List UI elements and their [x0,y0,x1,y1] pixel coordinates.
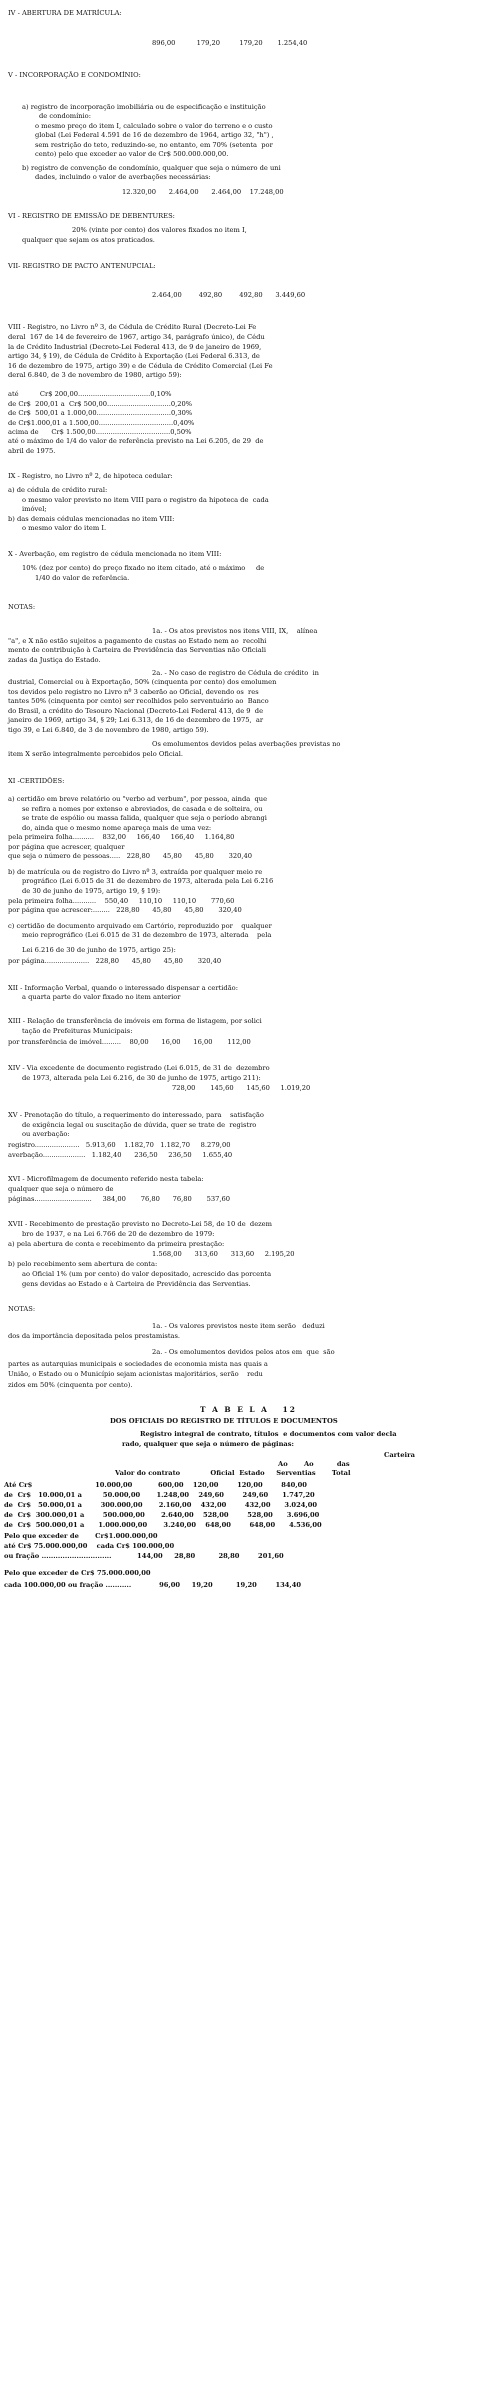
table-subtitle: DOS OFICIAIS DO REGISTRO DE TÍTULOS E DOCUMENTOS [110,1417,338,1425]
value-row: 728,00 145,60 145,60 1.019,20 [172,1084,311,1092]
fee-row: por página que acrescer:........ 228,80 45,80 45,80 320,40 [8,906,242,914]
table-row: Pelo que exceder de Cr$ 75.000.000,00 [4,1569,151,1577]
column-header: Carteira [384,1451,415,1459]
fee-row: pela primeira folha........... 550,40 110,10 110,10 770,60 [8,897,235,905]
text-line: b) de matrícula ou de registro do Livro nº 3, extraída por qualquer meio re [8,868,263,876]
heading-debentures: VI - REGISTRO DE EMISSÃO DE DEBENTURES: [8,212,175,220]
heading-informacao-verbal: XII - Informação Verbal, quando o interessado dispensar a certidão: [8,984,238,992]
text-line: a) certidão em breve relatório ou "verbo ad verbum", por pessoa, ainda que [8,795,268,803]
table-title: T A B E L A 12 [200,1405,297,1414]
text-line: c) certidão de documento arquivado em Cartório, reproduzido por qualquer [8,922,272,930]
heading-recebimento-prestacao: XVII - Recebimento de prestação previsto no Decreto-Lei 58, de 10 de dezem [8,1220,272,1228]
text-line: ou averbação: [22,1130,70,1138]
text-line: Lei 6.216 de 30 de junho de 1975, artigo 25): [22,946,176,954]
text-line: 1/40 do valor de referência. [35,574,130,582]
fee-row: registro..................... 5.913,60 1.182,70 1.182,70 8.279,00 [8,1141,231,1149]
text-line: se trate de espólio ou massa falida, qualquer que seja o período abrangi [22,814,267,822]
text-line: VIII - Registro, no Livro nº 3, de Cédula de Crédito Rural (Decreto-Lei Fe [8,323,257,331]
text-line: do, ainda que o mesmo nome apareça mais de uma vez: [22,824,212,832]
text-line: do Brasil, a crédito do Tesouro Nacional (Decreto-Lei Federal 413, de 9 de [8,707,264,715]
text-line: qualquer que seja o número de [8,1185,114,1193]
heading-microfilmagem: XVI - Microfilmagem de documento referido nesta tabela: [8,1175,204,1183]
column-header: Valor do contrato Oficial Estado Serventias Total [115,1469,351,1477]
text-line: dustrial, Comercial ou à Exportação, 50% (cinquenta por cento) dos emolumen [8,678,277,686]
table-row: Até Cr$ 10.000,00 600,00 120,00 120,00 840,00 [4,1481,307,1489]
fee-row: que seja o número de pessoas..... 228,80 45,80 45,80 320,40 [8,852,253,860]
text-line: imóvel; [22,505,47,513]
text-line: partes as autarquias municipais e sociedades de economia mista nas quais a [8,1360,268,1368]
text-line: o mesmo preço do item I, calculado sobre o valor do terreno e o custo [35,122,273,130]
text-line: Os emolumentos devidos pelas averbações previstas no [152,740,341,748]
heading-notas: NOTAS: [8,1305,36,1313]
heading-hipoteca-cedular: IX - Registro, no Livro nº 2, de hipoteca cedular: [8,472,173,480]
table-row: Pelo que exceder de Cr$1.000.000,00 [4,1532,158,1540]
text-line: global (Lei Federal 4.591 de 16 de dezembro de 1964, artigo 32, "h") , [35,131,274,139]
text-line: de 30 de junho de 1975, artigo 19, § 19): [22,887,161,895]
text-line: deral 6.840, de 3 de novembro de 1980, artigo 59): [8,371,182,379]
text-line: dades, incluindo o valor de averbações necessárias: [35,173,211,181]
text-line: bro de 1937, e na Lei 6.766 de 20 de dezembro de 1979: [22,1230,215,1238]
heading-certidoes: XI -CERTIDÕES: [8,777,65,785]
table-row: de Cr$ 300.000,01 a 500.000,00 2.640,00 528,00 528,00 3.696,00 [4,1511,320,1519]
text-line: cento) pelo que exceder ao valor de Cr$ 500.000.000,00. [35,150,229,158]
heading-incorporacao: V - INCORPORAÇÃO E CONDOMÍNIO: [8,71,141,79]
value-row: 12.320,00 2.464,00 2.464,00 17.248,00 [122,188,284,196]
text-line: de exigência legal ou suscitação de dúvida, quer se trate de registro [22,1121,257,1129]
text-line: o mesmo valor do item I. [22,524,107,532]
text-line: zadas da Justiça do Estado. [8,656,101,664]
text-line: 2a. - No caso de registro de Cédula de crédito in [152,669,319,677]
text-line: rado, qualquer que seja o número de páginas: [122,1440,294,1448]
text-line: artigo 34, § 19), de Cédula de Crédito à Exportação (Lei Federal 6.313, de [8,352,260,360]
text-line: 1a. - Os valores previstos neste item serão deduzi [152,1322,325,1330]
text-line: prográfico (Lei 6.015 de 31 de dezembro de 1973, alterada pela Lei 6.216 [22,877,274,885]
heading-via-excedente: XIV - Via excedente de documento registrado (Lei 6.015, de 31 de dezembro [8,1064,270,1072]
heading-pacto-antenupcial: VII- REGISTRO DE PACTO ANTENUPCIAL: [8,262,156,270]
heading-abertura-matricula: IV - ABERTURA DE MATRÍCULA: [8,9,122,17]
text-line: b) registro de convenção de condomínio, qualquer que seja o número de uni [22,164,281,172]
rate-row: de Cr$ 500,01 a 1.000,00...................................0,30% [8,409,193,417]
table-row: até Cr$ 75.000.000,00 cada Cr$ 100.000,00 [4,1542,175,1550]
text-line: o mesmo valor previsto no item VIII para o registro da hipoteca de cada [22,496,269,504]
table-row: de Cr$ 50.000,01 a 300.000,00 2.160,00 432,00 432,00 3.024,00 [4,1501,318,1509]
text-line: janeiro de 1969, artigo 34, § 29; Lei 6.313, de 16 de dezembro de 1975, ar [8,716,264,724]
column-header: Ao Ao das [278,1460,350,1468]
text-line: 20% (vinte por cento) dos valores fixados no item I, [72,226,247,234]
heading-relacao-transferencia: XIII - Relação de transferência de imóveis em forma de listagem, por solici [8,1017,262,1025]
fee-row: páginas........................... 384,00 76,80 76,80 537,60 [8,1195,231,1203]
text-line: tos devidos pelo registro no Livro nº 3 caberão ao Oficial, devendo os res [8,688,259,696]
text-line: tigo 39, e Lei 6.840, de 3 de novembro de 1980, artigo 59). [8,726,209,734]
text-line: a) pela abertura de conta e recebimento da primeira prestação: [8,1240,225,1248]
text-line: a) registro de incorporação imobiliária ou de especificação e instituição [22,103,266,111]
text-line: 1a. - Os atos previstos nos itens VIII, IX, alínea [152,627,318,635]
value-row: 896,00 179,20 179,20 1.254,40 [152,39,308,47]
text-line: mento de contribuição à Carteira de Previdência das Serventias não Oficiali [8,646,267,654]
text-line: até o máximo de 1/4 do valor de referência previsto na Lei 6.205, de 29 de [8,437,264,445]
text-line: deral 167 de 14 de fevereiro de 1967, artigo 34, parágrafo único), de Cédu [8,333,265,341]
table-row: ou fração .............................. 144,00 28,80 28,80 201,60 [4,1552,284,1560]
table-row: de Cr$ 500.000,01 a 1.000.000,00 3.240,00 648,00 648,00 4.536,00 [4,1521,322,1529]
rate-row: de Cr$ 200,01 a Cr$ 500,00..............................0,20% [8,400,193,408]
text-line: zidos em 50% (cinquenta por cento). [8,1381,133,1389]
text-line: a) de cédula de crédito rural: [8,486,108,494]
text-line: tação de Prefeituras Municipais: [22,1027,133,1035]
text-line: b) pelo recebimento sem abertura de conta: [8,1260,158,1268]
text-line: se refira a nomes por extenso e abreviados, de casada e de solteira, ou [22,805,263,813]
text-line: Registro integral de contrato, títulos e documentos com valor decla [140,1430,397,1438]
heading-notas: NOTAS: [8,603,36,611]
text-line: meio reprográfico (Lei 6.015 de 31 de dezembro de 1973, alterada pela [22,931,272,939]
rate-row: até Cr$ 200,00..................................0,10% [8,390,172,398]
text-line: dos da importância depositada pelos prestamistas. [8,1332,181,1340]
fee-row: averbação.................... 1.182,40 236,50 236,50 1.655,40 [8,1151,233,1159]
table-row: cada 100.000,00 ou fração ........... 96,00 19,20 19,20 134,40 [4,1581,302,1589]
value-row: 1.568,00 313,60 313,60 2.195,20 [152,1250,295,1258]
text-line: tantes 50% (cinquenta por cento) ser recolhidos pelo serventuário ao Banco [8,697,269,705]
text-line: 16 de dezembro de 1975, artigo 39) e de Cédula de Crédito Comercial (Lei Fe [8,362,273,370]
text-line: ao Oficial 1% (um por cento) do valor depositado, acrescido das porcenta [22,1270,272,1278]
fee-row: pela primeira folha.......... 832,00 166,40 166,40 1.164,80 [8,833,235,841]
text-line: de 1973, alterada pela Lei 6.216, de 30 de junho de 1975, artigo 211): [22,1074,261,1082]
text-line: de condomínio: [39,112,91,120]
text-line: 2a. - Os emolumentos devidos pelos atos em que são [152,1348,335,1356]
text-line: gens devidas ao Estado e à Carteira de Previdência das Serventias. [22,1280,251,1288]
fee-row: por transferência de imóvel......... 80,00 16,00 16,00 112,00 [8,1038,251,1046]
text-line: 10% (dez por cento) do preço fixado no item citado, até o máximo de [22,564,265,572]
heading-prenotacao: XV - Prenotação do título, a requerimento do interessado, para satisfação [8,1111,264,1119]
text-line: item X serão integralmente percebidos pelo Oficial. [8,750,183,758]
table-row: de Cr$ 10.000,01 a 50.000,00 1.248,00 249,60 249,60 1.747,20 [4,1491,315,1499]
value-row: 2.464,00 492,80 492,80 3.449,60 [152,291,306,299]
text-line: por página que acrescer, qualquer [8,843,125,851]
text-line: la de Crédito Industrial (Decreto-Lei Federal 413, de 9 de janeiro de 1969, [8,343,262,351]
rate-row: acima de Cr$ 1.500,00...................................0,50% [8,428,192,436]
text-line: qualquer que sejam os atos praticados. [22,236,155,244]
text-line: União, o Estado ou o Município sejam acionistas majoritários, serão redu [8,1370,263,1378]
text-line: "a", e X não estão sujeitos a pagamento de custas ao Estado nem ao recolhi [8,637,267,645]
heading-averbacao: X - Averbação, em registro de cédula mencionada no item VIII: [8,550,222,558]
rate-row: de Cr$1.000,01 a 1.500,00...................................0,40% [8,419,195,427]
text-line: b) das demais cédulas mencionadas no item VIII: [8,515,175,523]
fee-row: por página..................... 228,80 45,80 45,80 320,40 [8,957,222,965]
text-line: sem restrição do teto, reduzindo-se, no entanto, em 70% (setenta por [35,141,273,149]
text-line: a quarta parte do valor fixado no item anterior [22,993,181,1001]
text-line: abril de 1975. [8,447,56,455]
